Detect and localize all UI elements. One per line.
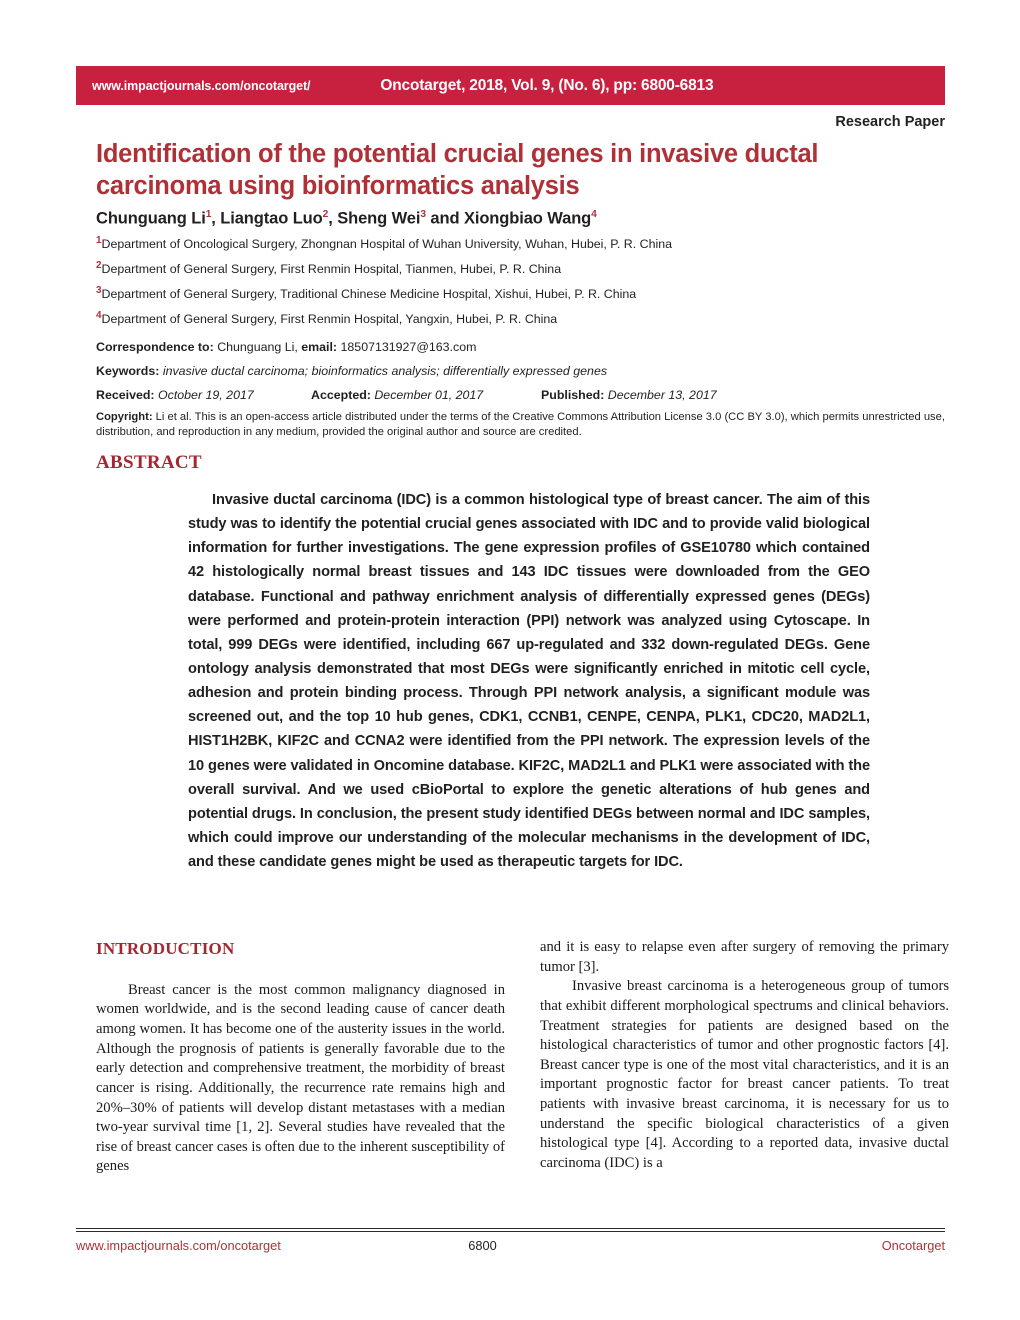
abstract-text: Invasive ductal carcinoma (IDC) is a common histological type of breast cancer. The aim of this study was to identify the potential crucial genes associated with IDC and to provide valid biological information for further investigations. The gene expression profiles of GSE10780 which contained 42 histologically normal breast tissues and 143 IDC tissues were downloaded from the GEO database. Functional and pathway enrichment analysis of differentially expressed genes (DEGs) were performed and protein-protein interaction (PPI) network was analyzed using Cytoscape. In total, 999 DEGs were identified, including 667 up-regulated and 332 down-regulated DEGs. Gene ontology analysis demonstrated that most DEGs were significantly enriched in mitotic cell cycle, adhesion and protein binding process. Through PPI network analysis, a significant module was screened out, and the top 10 hub genes, CDK1, CCNB1, CENPE, CENPA, PLK1, CDC20, MAD2L1, HIST1H2BK, KIF2C and CCNA2 were identified from the PPI network. The expression levels of the 10 genes were validated in Oncomine database. KIF2C, MAD2L1 and PLK1 were associated with the overall survival. And we used cBioPortal to explore the genetic alterations of hub genes and potential drugs. In conclusion, the present study identified DEGs between normal and IDC samples, which could improve our understanding of the molecular mechanisms in the development of IDC, and these candidate genes might be used as therapeutic targets for IDC. <box>188 492 870 871</box>
footer-rule-lower <box>76 1231 945 1232</box>
keywords-label: Keywords: <box>96 364 160 378</box>
correspondence-label: Correspondence to: <box>96 340 214 354</box>
dates-row <box>96 388 946 402</box>
affiliation-marker: 3 <box>96 285 102 297</box>
intro-paragraph-1: Breast cancer is the most common malignancy diagnosed in women worldwide, and is the second leading cause of cancer death among women. It has become one of the austerity issues in the world. Although the prognosis of patients is generally favorable due to the early detection and comprehensive treatment, the morbidity of breast cancer is rising. Additionally, the recurrence rate remains high and 20%–30% of patients will develop distant metastases with a median two-year survival time [1, 2]. Several studies have revealed that the rise of breast cancer cases is often due to the inherent susceptibility of genes <box>96 981 505 1175</box>
copyright-label: Copyright: <box>96 411 153 423</box>
correspondence-line <box>96 340 946 354</box>
page-number: 6800 <box>468 1238 497 1253</box>
affiliation-text: Department of General Surgery, Traditional Chinese Medicine Hospital, Xishui, Hubei, P. R. China <box>101 287 637 302</box>
received-group <box>96 388 311 402</box>
affiliation-marker: 2 <box>96 260 102 272</box>
received-label: Received: <box>96 388 155 402</box>
intro-paragraph-2: Invasive breast carcinoma is a heterogeneous group of tumors that exhibit different morphological spectrums and clinical behaviors. Treatment strategies for patients are designed based on the histological characteristics of tumor and other prognostic factors [4]. Breast cancer type is one of the most vital characteristics, and it is an important prognostic factor for breast cancer patients. To treat patients with invasive breast carcinoma, it is necessary for us to understand the specific biological characteristics of a given histological type [4]. According to a reported data, invasive ductal carcinoma (IDC) is a <box>540 978 949 1171</box>
author-list: Chunguang Li$^1$, Liangtao Luo$^2$, Sheng Wei$^3$ and Xiongbiao Wang$^4$ <box>96 209 597 228</box>
footer-rule-upper <box>76 1228 945 1229</box>
copyright-text: Li et al. This is an open-access article distributed under the terms of the Creative Commons Attribution License 3.0 (CC BY 3.0), which permits unrestricted use, distribution, and reproduction in any medium, provided the original author and source are credited. <box>96 411 945 439</box>
affiliation-marker: 1 <box>96 235 102 246</box>
affiliation-list <box>96 236 946 336</box>
affiliation-item <box>96 261 946 276</box>
received-value: October 19, 2017 <box>158 388 254 402</box>
keywords-line <box>96 364 946 378</box>
journal-header-bar <box>76 66 945 105</box>
footer-site-url[interactable]: www.impactjournals.com/oncotarget <box>76 1238 281 1253</box>
keywords-value: invasive ductal carcinoma; bioinformatics analysis; differentially expressed genes <box>162 364 608 378</box>
journal-site-url[interactable]: www.impactjournals.com/oncotarget/ <box>92 78 311 93</box>
published-group <box>541 388 717 402</box>
affiliation-marker: 4 <box>96 310 102 322</box>
section-heading-introduction: INTRODUCTION <box>96 939 235 958</box>
published-label: Published: <box>541 388 605 402</box>
email-label: email: <box>301 340 338 354</box>
accepted-label: Accepted: <box>311 388 371 402</box>
body-column-left <box>96 938 505 1177</box>
accepted-group <box>311 388 541 402</box>
page-footer <box>76 1238 945 1260</box>
affiliation-item <box>96 236 946 251</box>
correspondence-email[interactable]: 18507131927@163.com <box>340 340 477 354</box>
accepted-value: December 01, 2017 <box>374 388 484 402</box>
footer-journal-name: Oncotarget <box>881 1238 945 1253</box>
affiliation-item <box>96 311 946 326</box>
copyright-line <box>96 410 946 441</box>
affiliation-text: Department of Oncological Surgery, Zhongnan Hospital of Wuhan University, Wuhan, Hubei, P. R. China <box>101 237 673 252</box>
affiliation-text: Department of General Surgery, First Renmin Hospital, Yangxin, Hubei, P. R. China <box>101 312 558 327</box>
abstract-heading: ABSTRACT <box>96 452 202 473</box>
body-column-right <box>540 938 949 1174</box>
page-title: Identification of the potential crucial genes in invasive ductal carcinoma using bioinformatics analysis <box>96 140 819 201</box>
paper-type-label: Research Paper <box>835 114 945 130</box>
published-value: December 13, 2017 <box>607 388 717 402</box>
correspondence-name: Chunguang Li, <box>217 340 298 354</box>
affiliation-text: Department of General Surgery, First Renmin Hospital, Tianmen, Hubei, P. R. China <box>101 262 562 277</box>
dates-line <box>96 388 946 402</box>
journal-citation: Oncotarget, 2018, Vol. 9, (No. 6), pp: 6800-6813 <box>380 76 714 94</box>
affiliation-item <box>96 286 946 301</box>
intro-paragraph-1-continued: and it is easy to relapse even after surgery of removing the primary tumor [3]. <box>540 939 949 975</box>
